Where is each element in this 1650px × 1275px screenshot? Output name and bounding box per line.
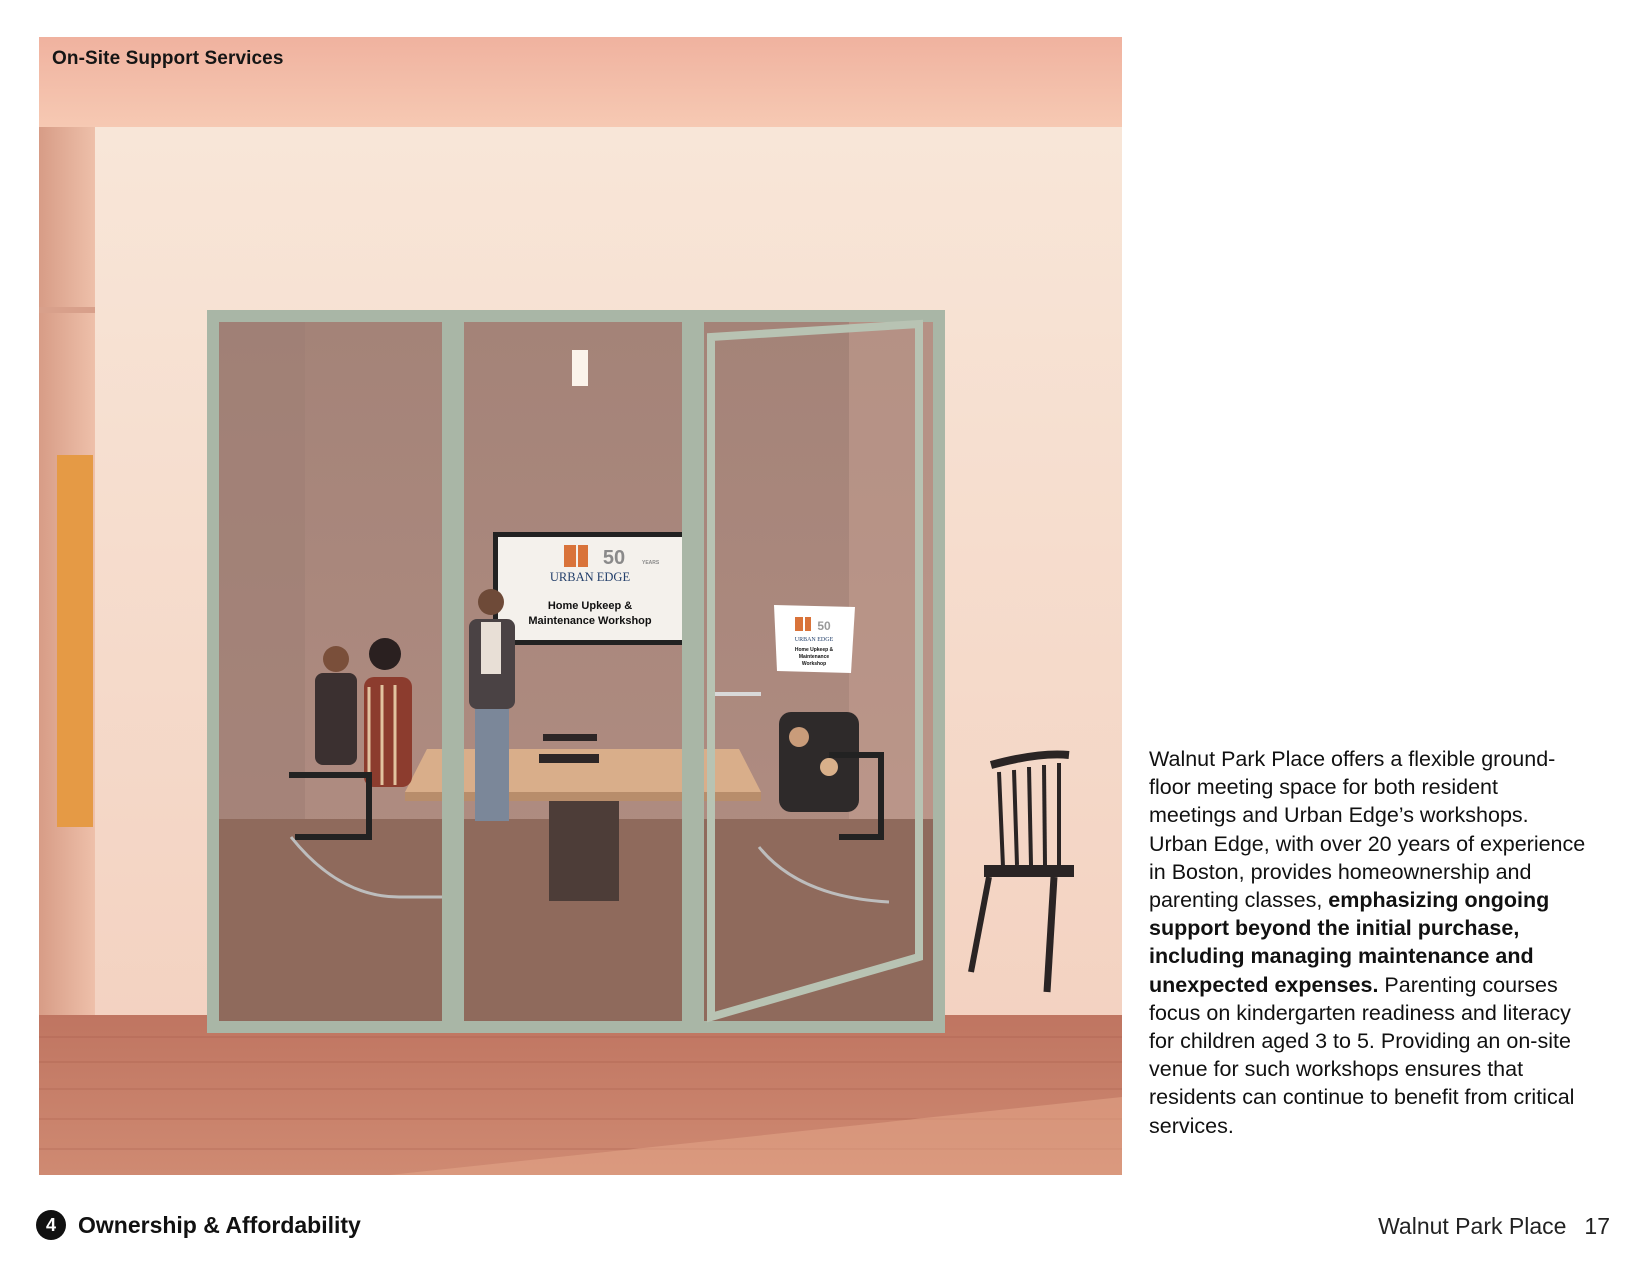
page-footer	[1378, 1213, 1610, 1240]
tv-logo-text: URBAN EDGE	[549, 570, 631, 584]
tv-years-word: YEARS	[642, 560, 660, 566]
door-poster	[774, 605, 855, 673]
document-title: Walnut Park Place	[1378, 1213, 1567, 1239]
poster-logo-text: URBAN EDGE	[794, 637, 834, 643]
rendering-illustration	[39, 37, 1122, 1175]
tv-years-number: 50	[602, 547, 626, 569]
body-text-emphasis: emphasizing ongoing support beyond the initial purchase, including managing maintenance and unexpected expenses.	[1149, 888, 1550, 997]
tv-title-line2: Maintenance Workshop	[528, 615, 652, 627]
body-text-part1: Walnut Park Place offers a flexible ground-floor meeting space for both resident meetings and Urban Edge’s workshops. Urban Edge, with over 20 years of experience in Boston, provides homeownership and parenting classes,	[1149, 747, 1586, 913]
poster-line3: Workshop	[801, 661, 827, 667]
page-number: 17	[1584, 1213, 1610, 1239]
section-label: On-Site Support Services	[52, 48, 284, 69]
meeting-room-rendering	[39, 37, 1122, 1175]
chapter-title: Ownership & Affordability	[78, 1211, 361, 1238]
wall-tv	[493, 532, 688, 645]
poster-line1: Home Upkeep &	[794, 647, 834, 653]
tv-title-line1: Home Upkeep &	[547, 600, 633, 612]
poster-line2: Maintenance	[798, 654, 830, 660]
corridor-door	[57, 455, 93, 827]
body-text-part2: Parenting courses focus on kindergarten readiness and literacy for children aged 3 to 5. Providing an on-site venue for such workshops ensures that residents can continue to benefit from critical services.	[1149, 972, 1575, 1138]
chapter-number-badge: 4	[36, 1210, 66, 1240]
chapter-footer	[36, 1210, 361, 1240]
poster-years-number: 50	[817, 619, 831, 633]
ceiling-light	[572, 350, 588, 386]
presenter-figure	[469, 589, 515, 821]
body-paragraph	[1149, 745, 1589, 1140]
